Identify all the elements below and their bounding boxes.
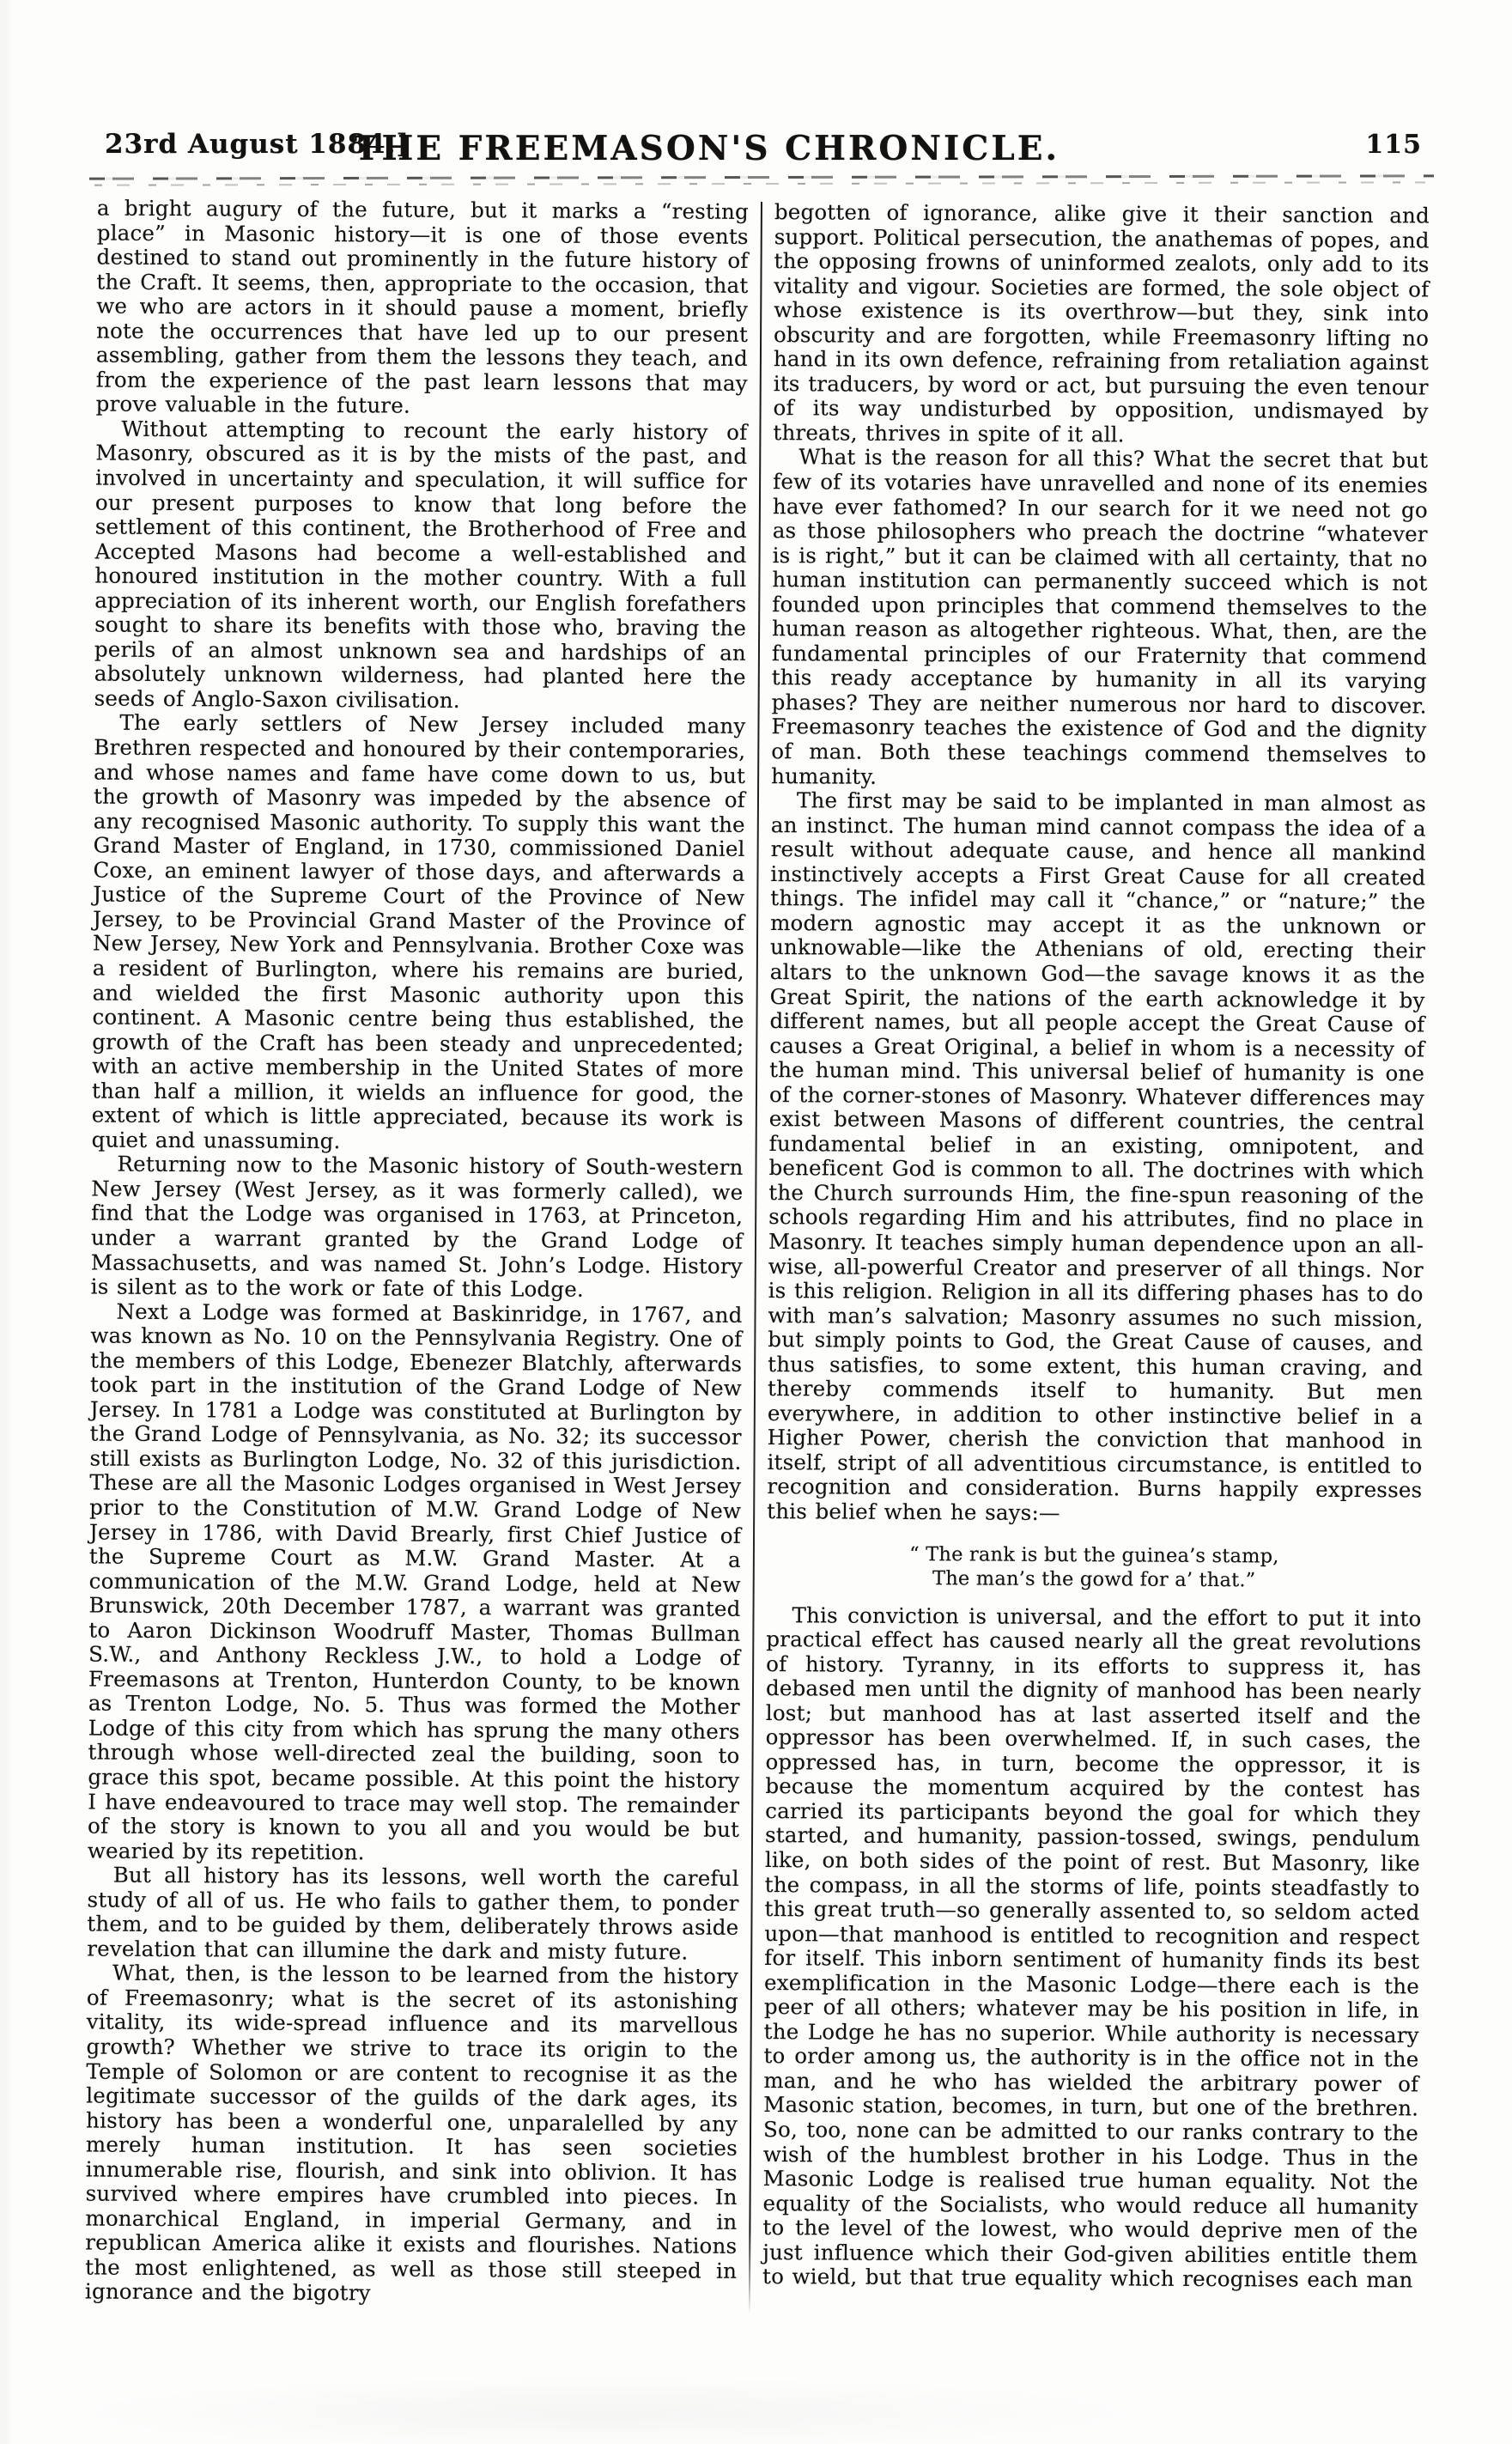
page-title: THE FREEMASON'S CHRONICLE. bbox=[354, 129, 1060, 168]
verse-line: “ The rank is but the guinea’s stamp, bbox=[909, 1542, 1279, 1568]
column-divider bbox=[749, 202, 762, 2314]
paragraph: The first may be said to be implanted in man almost as an instinct. The human mind cannot compass the idea of a result without adequate cause, and hence all mankind instinctively accepts a First Great Cause for all created things. The infidel may call it “chance,” or “nature;” the modern agnostic may accept it as the unknown or unknowable—like the Athenians of old, erecting their altars to the unknown God—the savage knows it as the Great Spirit, the nations of the earth acknowledge it by different names, but all people accept the Great Cause of causes a Great Original, a belief in whom is a necessity of the human mind. This universal belief of humanity is one of the corner-stones of Masonry. Whatever differences may exist between Masons of different countries, the central fundamental belief in an existing, omnipotent, and beneficent God is common to all. The doctrines with which the Church surrounds Him, the fine-spun reasoning of the schools regarding Him and his attributes, find no place in Masonry. It teaches simply human dependence upon an all-wise, all-powerful Creator and preserver of all things. Nor is this religion. Religion in all its differing phases has to do with man’s salvation; Masonry assumes no such mission, but simply points to God, the Great Cause of causes, and thus satisfies, to some extent, this human craving, and thereby commends itself to humanity. But men everywhere, in addition to other instinctive belief in a Higher Power, cherish the conviction that manhood in itself, stript of all adventitious circumstance, is entitled to recognition and consideration. Burns happily expresses this belief when he says:— bbox=[767, 787, 1427, 1526]
issue-date: 23rd August 1884.] bbox=[105, 129, 410, 160]
paragraph: Next a Lodge was formed at Baskinridge, in 1767, and was known as No. 10 on the Pennsylvania Registry. One of the members of this Lodge, Ebenezer Blatchly, afterwards took part in the institution of the Grand Lodge of New Jersey. In 1781 a Lodge was constituted at Burlington by the Grand Lodge of Pennsylvania, as No. 32; its successor still exists as Burlington Lodge, No. 32 of this jurisdiction. These are all the Masonic Lodges organised in West Jersey prior to the Constitution of M.W. Grand Lodge of New Jersey in 1786, with David Brearly, first Chief Justice of the Supreme Court as M.W. Grand Master. At a communication of the M.W. Grand Lodge, held at New Brunswick, 20th December 1787, a warrant was granted to Aaron Dickinson Woodruff Master, Thomas Bullman S.W., and Anthony Reckless J.W., to hold a Lodge of Freemasons at Trenton, Hunterdon County, to be known as Trenton Lodge, No. 5. Thus was formed the Mother Lodge of this city from which has sprung the many others through whose well-directed zeal the building, soon to grace this spot, became possible. At this point the history I have endeavoured to trace may well stop. The remainder of the story is known to you all and you would be but wearied by its repetition. bbox=[87, 1298, 743, 1864]
page-header bbox=[105, 129, 1422, 168]
paragraph: Without attempting to recount the early history of Masonry, obscured as it is by the mists of the past, and involved in uncertainty and speculation, it will suffice for our present purposes to know that long before the settlement of this continent, the Brotherhood of Free and Accepted Masons had become a well-established and honoured institution in the mother country. With a full appreciation of its inherent worth, our English forefathers sought to share its benefits with those who, braving the perils of an almost unknown sea and hardships of an absolutely unknown wilderness, had planted here the seeds of Anglo-Saxon civilisation. bbox=[94, 416, 748, 713]
paragraph: But all history has its lessons, well worth the careful study of all of us. He who fails to gather them, to ponder them, and to be guided by them, deliberately throws aside revelation that can illumine the dark and misty future. bbox=[87, 1862, 739, 1965]
left-column bbox=[85, 197, 749, 2314]
paragraph: This conviction is universal, and the effort to put it into practical effect has caused nearly all the great revolutions of history. Tyranny, in its efforts to suppress it, has debased men until the dignity of manhood has been nearly lost; but manhood has at last asserted itself and the oppressor has been overwhelmed. If, in such cases, the oppressed has, in turn, become the oppressor, it is because the momentum acquired by the contest has carried its participants beyond the goal for which they started, and humanity, passion-tossed, swings, pendulum like, on both sides of the point of rest. But Masonry, like the compass, in all the storms of life, points steadfastly to this great truth—so generally assented to, so seldom acted upon—that manhood is entitled to recognition and respect for itself. This inborn sentiment of humanity finds its best exemplification in the Masonic Lodge—there each is the peer of all others; whatever may be his position in life, in the Lodge he has no superior. While authority is necessary to order among us, the authority is in the office not in the man, and he who has wielded the arbitrary power of Masonic station, becomes, in turn, but one of the brethren. So, too, none can be admitted to our ranks contrary to the wish of the humblest brother in his Lodge. Thus in the Masonic Lodge is realised true human equality. Not the equality of the Socialists, who would reduce all humanity to the level of the lowest, who would deprive men of the just influence which their God-given abilities entitle them to wield, but that true equality which recognises each man bbox=[762, 1602, 1422, 2293]
paragraph: Returning now to the Masonic history of South-western New Jersey (West Jersey, as it was formerly called), we find that the Lodge was organised in 1763, at Princeton, under a warrant granted by the Grand Lodge of Massachusetts, and was named St. John’s Lodge. History is silent as to the work or fate of this Lodge. bbox=[90, 1152, 744, 1302]
paragraph: What is the reason for all this? What the secret that but few of its votaries have unravelled and none of its enemies have ever fathomed? In our search for it we need not go as those philosophers who preach the doctrine “whatever is is right,” but it can be claimed with all certainty, that no human institution can permanently succeed which is not founded upon principles that commend themselves to the human reason as altogether righteous. What, then, are the fundamental principles of our Fraternity that commend this ready acceptance by humanity in all its varying phases? They are neither numerous nor hard to discover. Freemasonry teaches the existence of God and the dignity of man. Both these teachings commend themselves to humanity. bbox=[771, 444, 1429, 789]
paragraph: begotten of ignorance, alike give it their sanction and support. Political persecution, the anathemas of popes, and the opposing frowns of uninformed zealots, only add to its vitality and vigour. Societies are formed, the sole object of whose existence is its overthrow—but they, sink into obscurity and are forgotten, while Freemasonry lifting no hand in its own defence, refraining from retaliation against its traducers, by word or act, but pursuing the even tenour of its way undisturbed by opposition, undismayed by threats, thrives in spite of it all. bbox=[773, 199, 1430, 447]
page-number: 115 bbox=[1365, 130, 1422, 160]
verse-quote bbox=[767, 1541, 1422, 1593]
paragraph: What, then, is the lesson to be learned from the history of Freemasonry; what is the secret of its astonishing vitality, its wide-spread influence and its marvellous growth? Whether we strive to trace its origin to the Temple of Solomon or are content to recognise it as the legitimate successor of the guilds of the dark ages, its history has been a wonderful one, unparalelled by any merely human institution. It has seen societies innumerable rise, flourish, and sink into oblivion. It has survived where empires have crumbled into pieces. In monarchical England, in imperial Germany, and in republican America alike it exists and flourishes. Nations the most enlightened, as well as those still steeped in ignorance and the bigotry bbox=[84, 1961, 739, 2306]
verse-line: The man’s the gowd for a’ that.” bbox=[932, 1566, 1256, 1591]
paragraph: The early settlers of New Jersey included many Brethren respected and honoured by their contemporaries, and whose names and fame have come down to us, but the growth of Masonry was impeded by the absence of any recognised Masonic authority. To supply this want the Grand Master of England, in 1730, commissioned Daniel Coxe, an eminent lawyer of those days, and afterwards a Justice of the Supreme Court of the Province of New Jersey, to be Provincial Grand Master of the Province of New Jersey, New York and Pennsylvania. Brother Coxe was a resident of Burlington, where his remains are buried, and wielded the first Masonic authority upon this continent. A Masonic centre being thus established, the growth of the Craft has been steady and unprecedented; with an active membership in the United States of more than half a million, it wields an influence for good, the extent of which is little appreciated, because its work is quiet and unassuming. bbox=[91, 710, 746, 1153]
article-body bbox=[85, 197, 1430, 2319]
header-rule bbox=[89, 173, 1434, 188]
paragraph: a bright augury of the future, but it marks a “resting place” in Masonic history—it is one of those events destined to stand out prominently in the future history of the Craft. It seems, then, appropriate to the occasion, that we who are actors in it should pause a moment, briefly note the occurrences that have led up to our present assembling, gather from them the lessons they teach, and from the experience of the past learn lessons that may prove valuable in the future. bbox=[95, 195, 750, 419]
right-column bbox=[762, 200, 1430, 2318]
